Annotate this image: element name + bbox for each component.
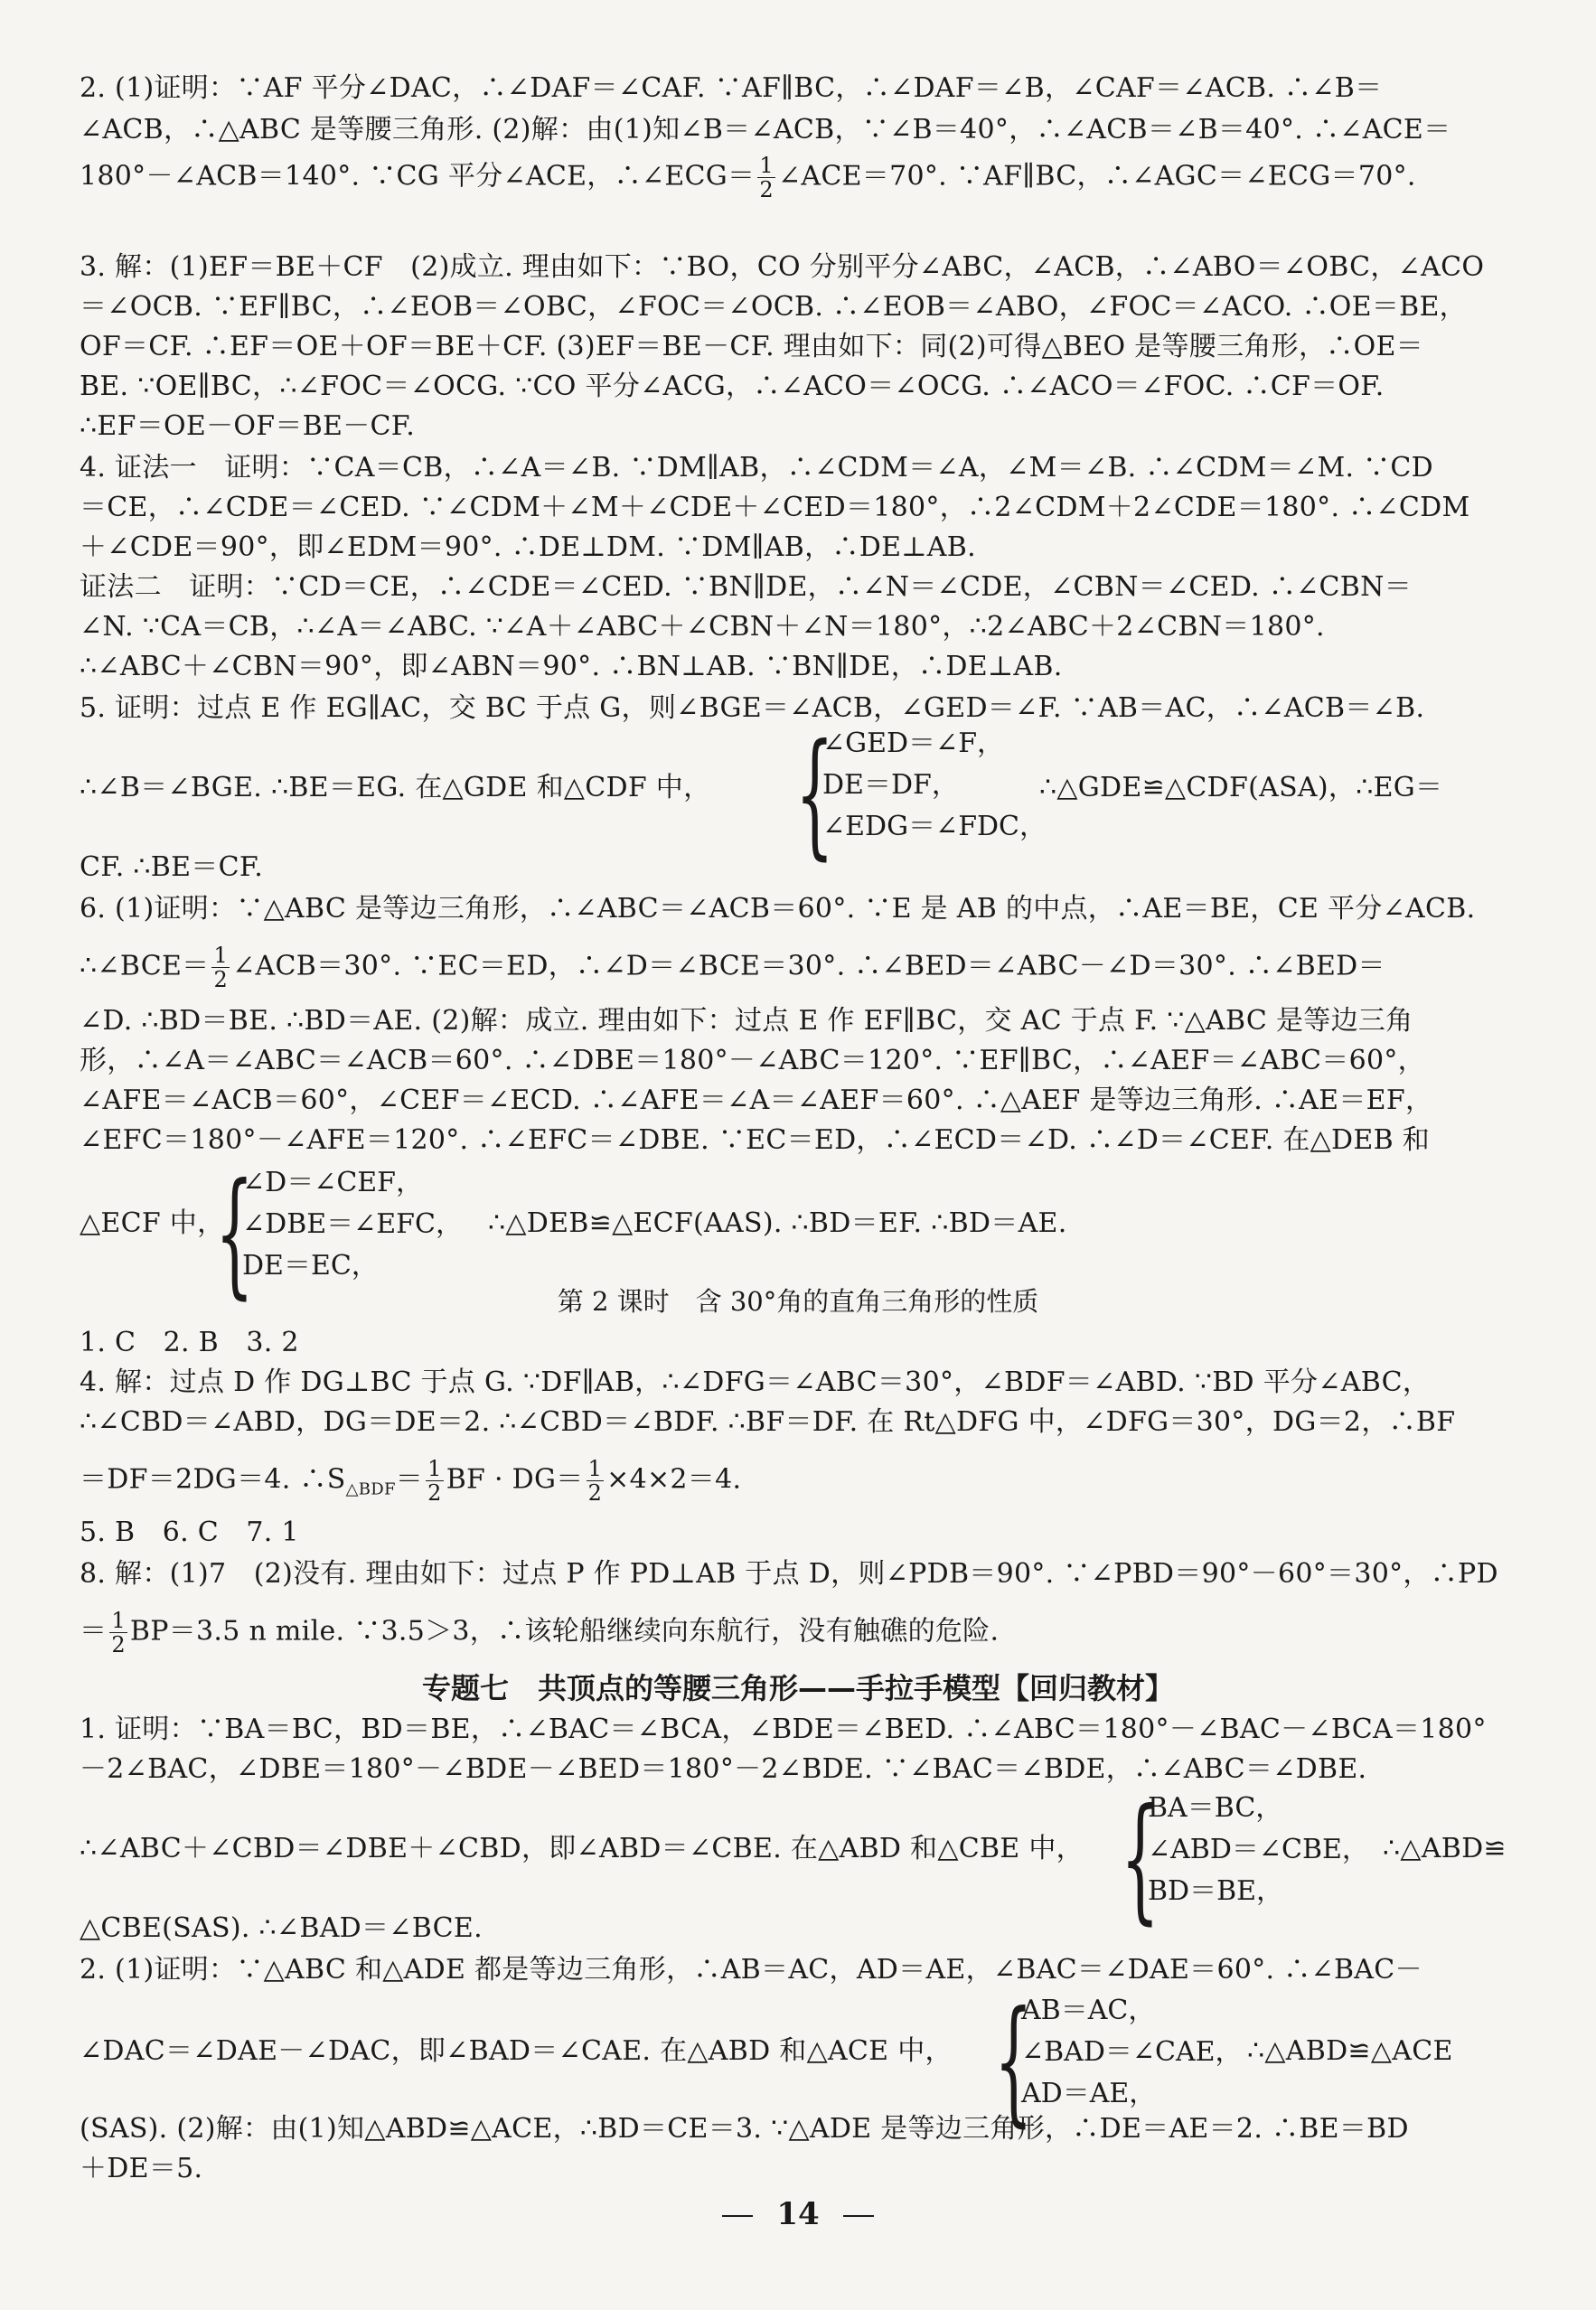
system-row: DE＝EC， [242,1250,379,1282]
text-line: ∴△DEB≌△ECF(AAS). ∴BD＝EF. ∴BD＝AE. [488,1207,1067,1239]
text-line: 8. 解：(1)7 (2)没有. 理由如下：过点 P 作 PD⊥AB 于点 D，则∠PDB＝90°. ∵∠PBD＝90°－60°＝30°，∴PD [80,1558,1498,1590]
system-row: ∠ABD＝∠CBE， [1148,1834,1369,1865]
text-line-with-fraction: 180°－∠ACB＝140°. ∵CG 平分∠ACE，∴∠ECG＝ $\frac{1}{2}$ ∠ACE＝70°. ∵AF∥BC，∴∠AGC＝∠ECG＝70°. [80,153,1416,202]
text-line-with-fraction: ∴∠BCE＝ $\frac{1}{2}$ ∠ACB＝30°. ∵EC＝ED，∴∠D＝∠BCE＝30°. ∴∠BED＝∠ABC－∠D＝30°. ∴∠BED＝ [80,943,1385,992]
text-line: ∴△ABD≌△ACE [1247,2035,1453,2067]
text-line: ∴∠ABC＋∠CBD＝∠DBE＋∠CBD，即∠ABD＝∠CBE. 在△ABD 和△CBE 中， [80,1833,1084,1864]
text-line: 5. B 6. C 7. 1 [80,1517,299,1548]
text-line: 6. (1)证明：∵△ABC 是等边三角形，∴∠ABC＝∠ACB＝60°. ∵E 是 AB 的中点，∴AE＝BE，CE 平分∠ACB. [80,893,1476,925]
text-line: 证法二 证明：∵CD＝CE，∴∠CDE＝∠CED. ∵BN∥DE，∴∠N＝∠CDE，∠CBN＝∠CED. ∴∠CBN＝ [80,571,1413,603]
left-brace: { [994,1983,1033,2140]
dash-left [722,2215,753,2217]
text-line: 2. (1)证明：∵△ABC 和△ADE 都是等边三角形，∴AB＝AC，AD＝AE，∠BAC＝∠DAE＝60°. ∴∠BAC－ [80,1954,1422,1986]
fraction-half: $\frac{1}{2}$ [213,943,229,992]
lesson-title: 第 2 课时 含 30°角的直角三角形的性质 [557,1286,1039,1317]
text-line: ∠DAC＝∠DAE－∠DAC，即∠BAD＝∠CAE. 在△ABD 和△ACE 中， [80,2035,953,2067]
equation-system [994,1983,1243,2140]
system-row: AB＝AC， [1021,1995,1156,2026]
text-line: ∠N. ∵CA＝CB，∴∠A＝∠ABC. ∵∠A＋∠ABC＋∠CBN＋∠N＝180°，∴2∠ABC＋2∠CBN＝180°. [80,611,1325,643]
text-line: ∴∠ABC＋∠CBN＝90°，即∠ABN＝90°. ∴BN⊥AB. ∵BN∥DE，∴DE⊥AB. [80,651,1063,682]
system-row: ∠BAD＝∠CAE， [1021,2036,1243,2068]
left-brace: { [215,1155,254,1312]
text-line: ∴∠B＝∠BGE. ∴BE＝EG. 在△GDE 和△CDF 中， [80,772,711,803]
text-line-with-fraction: ＝ $\frac{1}{2}$ BP＝3.5 n mile. ∵3.5＞3，∴该轮船继续向东航行，没有触礁的危险. [80,1608,1000,1657]
text-line: ∠D. ∴BD＝BE. ∴BD＝AE. (2)解：成立. 理由如下：过点 E 作 EF∥BC，交 AC 于点 F. ∵△ABC 是等边三角 [80,1005,1413,1037]
text-line: ＝CE，∴∠CDE＝∠CED. ∵∠CDM＋∠M＋∠CDE＋∠CED＝180°，∴2∠CDM＋2∠CDE＝180°. ∴∠CDM [80,492,1470,523]
text-line-with-fraction: ＝DF＝2DG＝4. $\therefore S_{\triangle BDF}=$ $\frac{1}{2}$ BF · DG＝ $\frac{1}{2}$ ×4×2＝4. [80,1456,742,1506]
text-line: 1. 证明：∵BA＝BC，BD＝BE，∴∠BAC＝∠BCA，∠BDE＝∠BED. ∴∠ABC＝180°－∠BAC－∠BCA＝180° [80,1714,1487,1745]
system-row: ∠DBE＝∠EFC， [242,1208,463,1240]
fraction-half: $\frac{1}{2}$ [759,153,774,202]
dash-right [843,2215,874,2217]
system-row: ∠GED＝∠F， [822,728,1005,759]
system-row: DE＝DF， [822,769,959,801]
page-number: 14 [0,2196,1596,2232]
text-line: ∠AFE＝∠ACB＝60°，∠CEF＝∠ECD. ∴∠AFE＝∠A＝∠AEF＝60°. ∴△AEF 是等边三角形. ∴AE＝EF， [80,1085,1433,1116]
text-line: BE. ∵OE∥BC，∴∠FOC＝∠OCG. ∵CO 平分∠ACG，∴∠ACO＝∠OCG. ∴∠ACO＝∠FOC. ∴CF＝OF. [80,371,1385,402]
text-line: ＋∠CDE＝90°，即∠EDM＝90°. ∴DE⊥DM. ∵DM∥AB，∴DE⊥AB. [80,531,976,563]
fraction-half: $\frac{1}{2}$ [587,1456,603,1506]
text-line: ∴EF＝OE－OF＝BE－CF. [80,410,416,442]
text-line: 2. (1)证明：∵AF 平分∠DAC，∴∠DAF＝∠CAF. ∵AF∥BC，∴∠DAF＝∠B，∠CAF＝∠ACB. ∴∠B＝ [80,72,1383,104]
text-line: ∴∠CBD＝∠ABD，DG＝DE＝2. ∴∠CBD＝∠BDF. ∴BF＝DF. 在 Rt△DFG 中，∠DFG＝30°，DG＝2，∴BF [80,1406,1456,1438]
text-line: ∠EFC＝180°－∠AFE＝120°. ∴∠EFC＝∠DBE. ∵EC＝ED，∴∠ECD＝∠D. ∴∠D＝∠CEF. 在△DEB 和 [80,1124,1431,1156]
text-line: OF＝CF. ∴EF＝OE＋OF＝BE＋CF. (3)EF＝BE－CF. 理由如下：同(2)可得△BEO 是等腰三角形，∴OE＝ [80,331,1423,362]
topic-title: 专题七 共顶点的等腰三角形——手拉手模型【回归教材】 [421,1671,1174,1705]
text-line: CF. ∴BE＝CF. [80,851,264,883]
text-line: ∴△ABD≌ [1383,1833,1507,1864]
system-row: BD＝BE， [1148,1875,1284,1907]
left-brace: { [1121,1780,1159,1938]
text-line: ＝∠OCB. ∵EF∥BC，∴∠EOB＝∠OBC，∠FOC＝∠OCB. ∴∠EOB＝∠ABO，∠FOC＝∠ACO. ∴OE＝BE， [80,291,1467,323]
text-line: －2∠BAC，∠DBE＝180°－∠BDE－∠BED＝180°－2∠BDE. ∵∠BAC＝∠BDE，∴∠ABC＝∠DBE. [80,1753,1367,1785]
text-line: △CBE(SAS). ∴∠BAD＝∠BCE. [80,1912,483,1944]
text-line: ∠ACB，∴△ABC 是等腰三角形. (2)解：由(1)知∠B＝∠ACB，∵∠B＝40°，∴∠ACB＝∠B＝40°. ∴∠ACE＝ [80,114,1451,146]
text-line: 4. 解：过点 D 作 DG⊥BC 于点 G. ∵DF∥AB，∴∠DFG＝∠ABC＝30°，∠BDF＝∠ABD. ∵BD 平分∠ABC， [80,1366,1431,1398]
equation-system [1121,1780,1369,1938]
left-brace: { [795,716,834,873]
text-line: 1. C 2. B 3. 2 [80,1327,299,1358]
equation-system [795,716,1047,873]
text-line: ＋DE＝5. [80,2153,203,2184]
system-row: ∠EDG＝∠FDC， [822,811,1047,842]
fraction-half: $\frac{1}{2}$ [427,1456,442,1506]
text-line: △ECF 中， [80,1207,225,1239]
text-line: (SAS). (2)解：由(1)知△ABD≌△ACE，∴BD＝CE＝3. ∵△ADE 是等边三角形，∴DE＝AE＝2. ∴BE＝BD [80,2113,1409,2145]
text-line: 4. 证法一 证明：∵CA＝CB，∴∠A＝∠B. ∵DM∥AB，∴∠CDM＝∠A，∠M＝∠B. ∴∠CDM＝∠M. ∵CD [80,452,1434,484]
text-line: 3. 解：(1)EF＝BE＋CF (2)成立. 理由如下：∵BO，CO 分别平分∠ABC，∠ACB，∴∠ABO＝∠OBC，∠ACO [80,251,1485,283]
fraction-half: $\frac{1}{2}$ [111,1608,126,1657]
text-line: ∴△GDE≌△CDF(ASA)，∴EG＝ [1039,772,1443,803]
text-line: 形，∴∠A＝∠ABC＝∠ACB＝60°. ∴∠DBE＝180°－∠ABC＝120°. ∵EF∥BC，∴∠AEF＝∠ABC＝60°， [80,1045,1425,1076]
system-row: ∠D＝∠CEF， [242,1167,423,1198]
system-row: BA＝BC， [1148,1792,1283,1824]
text-line: 5. 证明：过点 E 作 EG∥AC，交 BC 于点 G，则∠BGE＝∠ACB，∠GED＝∠F. ∵AB＝AC，∴∠ACB＝∠B. [80,692,1425,724]
equation-system [215,1155,463,1312]
system-row: AD＝AE， [1021,2078,1157,2109]
